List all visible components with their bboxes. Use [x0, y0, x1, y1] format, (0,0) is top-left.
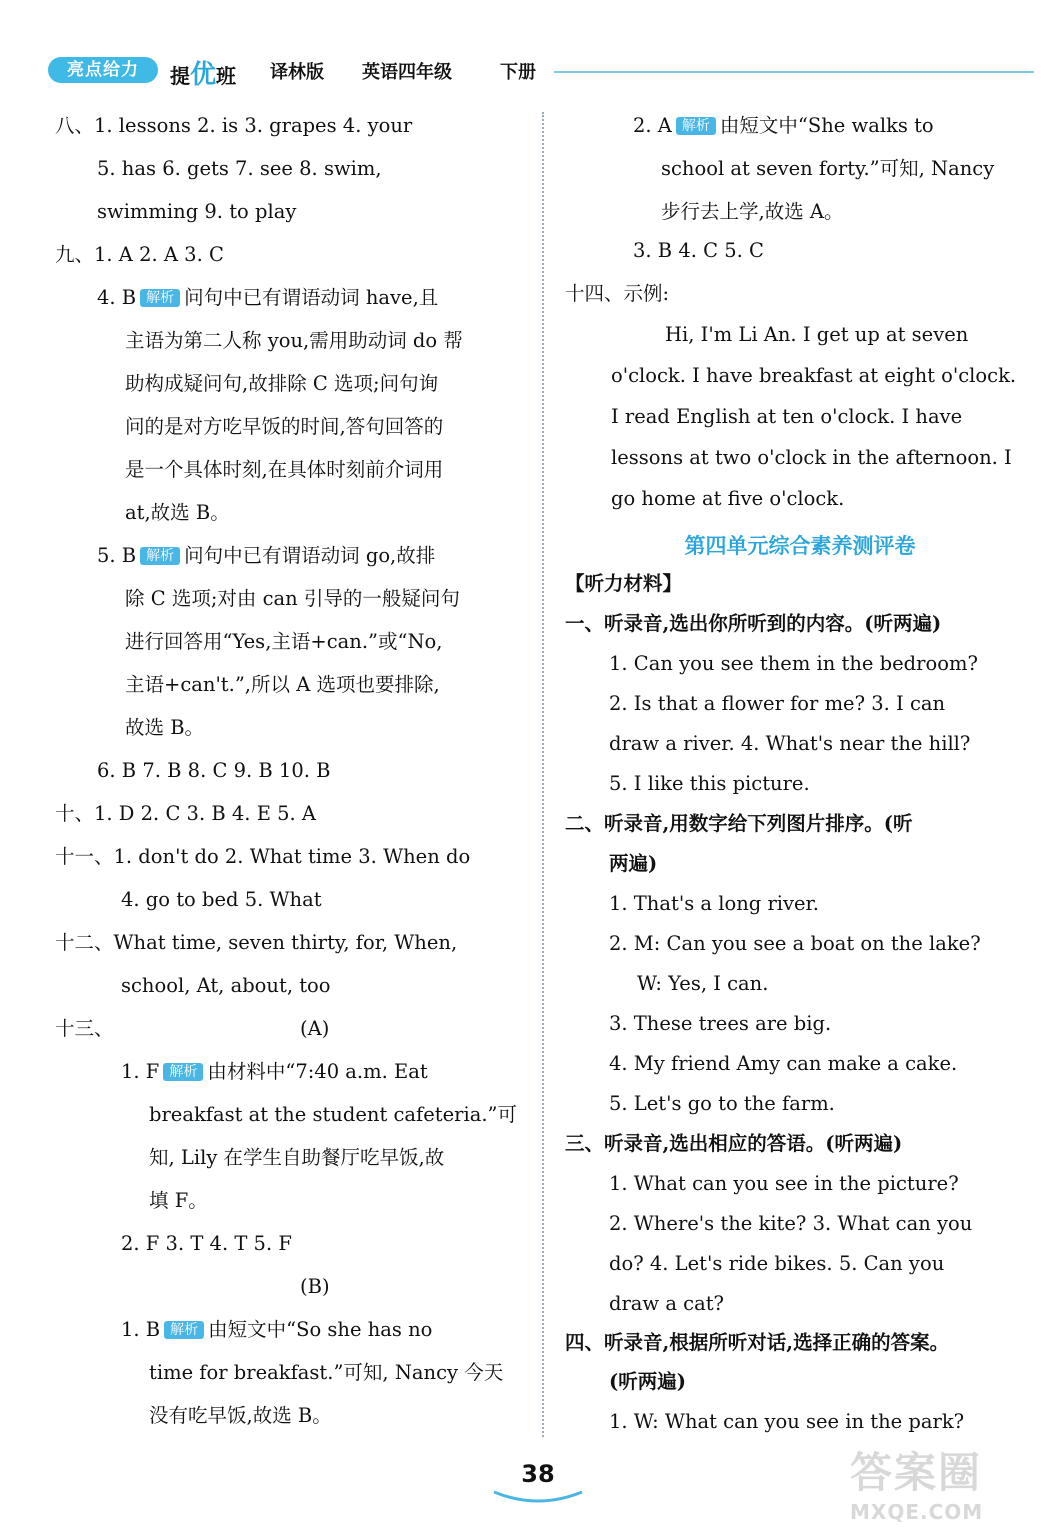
answer-line: 除 C 选项;对由 can 引导的一般疑问句 — [125, 587, 460, 610]
page-number: 38 — [521, 1460, 555, 1488]
answer-line: 1. B 解析 由短文中“So she has no — [121, 1318, 433, 1341]
question-heading: 二、听录音,用数字给下列图片排序。(听 — [565, 812, 913, 835]
script-line: 1. W: What can you see in the park? — [609, 1410, 965, 1433]
question-heading: 一、听录音,选出你所听到的内容。(听两遍) — [565, 612, 942, 635]
script-line: 1. What can you see in the picture? — [609, 1172, 959, 1195]
answer-line: 6. B 7. B 8. C 9. B 10. B — [97, 759, 331, 782]
script-line: 2. M: Can you see a boat on the lake? — [609, 932, 981, 955]
section-title: 第四单元综合素养测评卷 — [684, 534, 916, 558]
page-header — [48, 52, 1033, 88]
answer-line: 进行回答用“Yes,主语+can.”或“No, — [125, 630, 443, 653]
script-line: 1. Can you see them in the bedroom? — [609, 652, 978, 675]
answer-line: 1. F 解析 由材料中“7:40 a.m. Eat — [121, 1060, 428, 1083]
answer-line: 问的是对方吃早饭的时间,答句回答的 — [125, 415, 444, 438]
analysis-tag: 解析 — [163, 1063, 203, 1081]
answer-line: time for breakfast.”可知, Nancy 今天 — [149, 1361, 504, 1384]
question-heading: 三、听录音,选出相应的答语。(听两遍) — [565, 1132, 903, 1155]
answer-line: 主语为第二人称 you,需用助动词 do 帮 — [125, 329, 463, 352]
answer-line: 2. A 解析 由短文中“She walks to — [633, 114, 934, 137]
answer-line: 填 F。 — [149, 1189, 208, 1212]
part-label: (A) — [300, 1017, 330, 1040]
brand-badge: 亮点给力 — [48, 57, 158, 83]
answer-line: 5. has 6. gets 7. see 8. swim, — [97, 157, 382, 180]
subject-label: 英语四年级 — [362, 62, 452, 83]
script-line: 3. These trees are big. — [609, 1012, 832, 1035]
sample-essay-line: I read English at ten o'clock. I have — [611, 405, 963, 428]
edition-label: 译林版 — [270, 62, 324, 83]
watermark — [850, 1440, 1040, 1524]
answer-line: 4. go to bed 5. What — [121, 888, 322, 911]
answer-line: at,故选 B。 — [125, 501, 230, 524]
script-line: do? 4. Let's ride bikes. 5. Can you — [609, 1252, 945, 1275]
answer-line: 步行去上学,故选 A。 — [661, 200, 844, 223]
script-line: 2. Is that a flower for me? 3. I can — [609, 692, 946, 715]
sample-essay-line: o'clock. I have breakfast at eight o'clock. — [611, 364, 1017, 387]
sample-essay-line: Hi, I'm Li An. I get up at seven — [665, 323, 969, 346]
sample-essay-line: lessons at two o'clock in the afternoon. I — [611, 446, 1012, 469]
analysis-tag: 解析 — [140, 289, 180, 307]
answer-line: 5. B 解析 问句中已有谓语动词 go,故排 — [97, 544, 436, 567]
answer-line: 十四、示例: — [565, 282, 670, 305]
answer-line: 是一个具体时刻,在具体时刻前介词用 — [125, 458, 444, 481]
header-rule — [554, 71, 1034, 73]
sample-essay-line: go home at five o'clock. — [611, 487, 845, 510]
answer-line: school, At, about, too — [121, 974, 331, 997]
answer-line: school at seven forty.”可知, Nancy — [661, 157, 995, 180]
question-heading: (听两遍) — [609, 1370, 686, 1393]
script-line: 1. That's a long river. — [609, 892, 819, 915]
column-divider — [542, 112, 544, 1437]
analysis-tag: 解析 — [676, 117, 716, 135]
listening-heading: 【听力材料】 — [565, 572, 683, 595]
volume-label: 下册 — [500, 62, 536, 83]
script-line: draw a river. 4. What's near the hill? — [609, 732, 971, 755]
part-label: (B) — [300, 1275, 330, 1298]
answer-line: 3. B 4. C 5. C — [633, 239, 764, 262]
answer-line: 知, Lily 在学生自助餐厅吃早饭,故 — [149, 1146, 445, 1169]
script-line: 2. Where's the kite? 3. What can you — [609, 1212, 973, 1235]
script-line: 5. I like this picture. — [609, 772, 810, 795]
script-line: 5. Let's go to the farm. — [609, 1092, 835, 1115]
script-line: 4. My friend Amy can make a cake. — [609, 1052, 958, 1075]
analysis-tag: 解析 — [164, 1321, 204, 1339]
script-line: draw a cat? — [609, 1292, 724, 1315]
answer-line: 八、1. lessons 2. is 3. grapes 4. your — [55, 114, 413, 137]
answer-line: 九、1. A 2. A 3. C — [55, 243, 224, 266]
answer-line: 十三、 — [55, 1017, 114, 1040]
answer-line: swimming 9. to play — [97, 200, 297, 223]
answer-line: 十、1. D 2. C 3. B 4. E 5. A — [55, 802, 317, 825]
watermark-url: MXQE.COM — [850, 1500, 984, 1524]
script-line: W: Yes, I can. — [637, 972, 769, 995]
question-heading: 两遍) — [609, 852, 658, 875]
answer-line: 主语+can't.”,所以 A 选项也要排除, — [125, 673, 440, 696]
answer-line: 十一、1. don't do 2. What time 3. When do — [55, 845, 471, 868]
answer-line: 没有吃早饭,故选 B。 — [149, 1404, 332, 1427]
question-heading: 四、听录音,根据所听对话,选择正确的答案。 — [565, 1331, 950, 1354]
answer-line: breakfast at the student cafeteria.”可 — [149, 1103, 518, 1126]
analysis-tag: 解析 — [140, 547, 180, 565]
answer-line: 十二、What time, seven thirty, for, When, — [55, 931, 458, 954]
answer-line: 故选 B。 — [125, 716, 205, 739]
answer-line: 4. B 解析 问句中已有谓语动词 have,且 — [97, 286, 439, 309]
series-title: 提优班 — [170, 60, 237, 90]
answer-line: 助构成疑问句,故排除 C 选项;问句询 — [125, 372, 439, 395]
page-number-swoosh — [490, 1488, 586, 1506]
answer-line: 2. F 3. T 4. T 5. F — [121, 1232, 292, 1255]
watermark-logo: 答案圈 — [850, 1448, 983, 1497]
